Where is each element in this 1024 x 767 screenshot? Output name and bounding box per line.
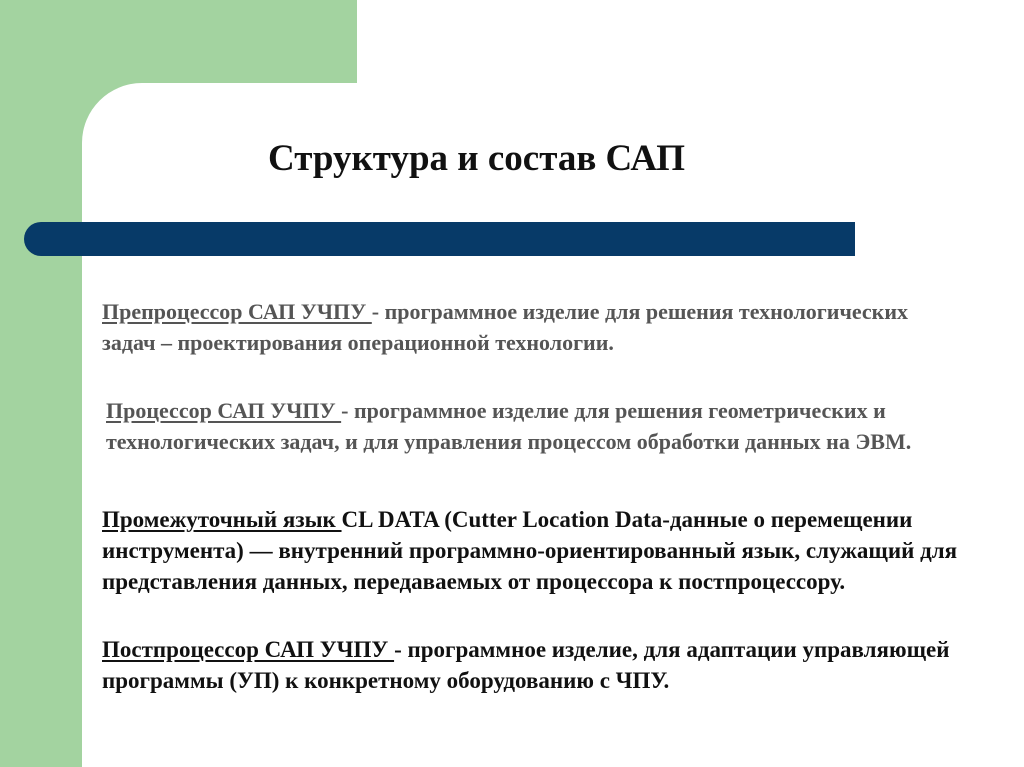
- definition-text-processor: - программное изделие для решения геометрических и технологических задач, и для управления процессом обработки данных на ЭВМ.: [106, 398, 912, 454]
- definition-postprocessor: [102, 634, 1002, 696]
- term-processor: Процессор САП УЧПУ: [106, 398, 342, 423]
- term-postprocessor: Постпроцессор САП УЧПУ: [102, 637, 395, 662]
- title-divider-bar: [24, 222, 855, 256]
- definition-intermediate-language: [102, 504, 1018, 597]
- definition-text-postprocessor: - программное изделие, для адаптации управляющей программы (УП) к конкретному оборудованию с ЧПУ.: [102, 637, 950, 693]
- definition-text-preprocessor: - программное изделие для решения технологических задач – проектирования операционной технологии.: [102, 299, 909, 355]
- term-intermediate-language: Промежуточный язык: [102, 507, 342, 532]
- term-preprocessor: Препроцессор САП УЧПУ: [102, 299, 372, 324]
- definition-preprocessor: [102, 296, 962, 358]
- slide-title: Структура и состав САП: [268, 138, 686, 179]
- definition-text-intermediate-language: CL DATA (Cutter Location Data-данные о перемещении инструмента) — внутренний программно-ориентированный язык, служащий для представления данных, передаваемых от процессора к постпроцессору.: [102, 507, 958, 594]
- definition-processor: [106, 395, 966, 457]
